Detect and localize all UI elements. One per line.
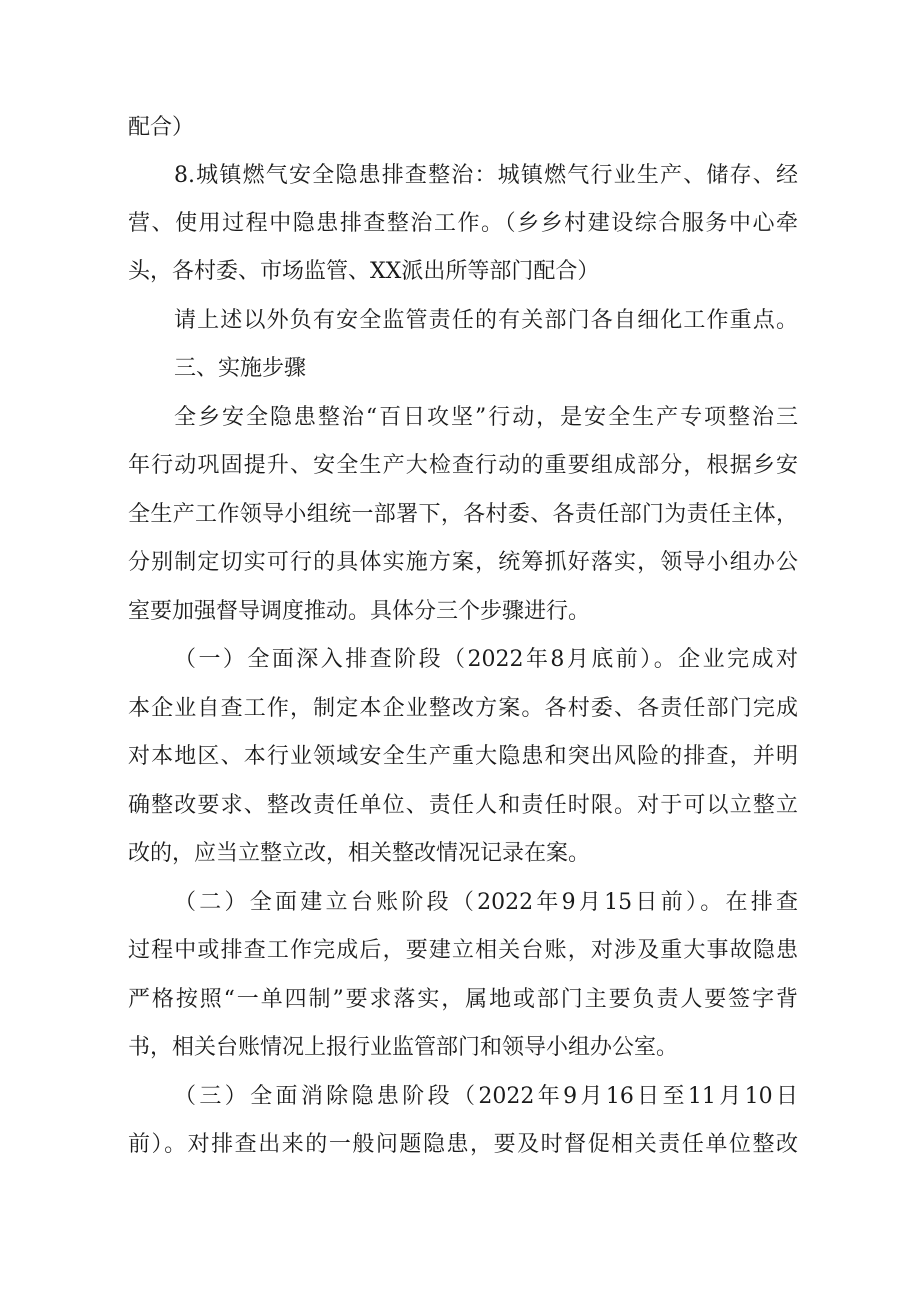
text-line: 确整改要求、整改责任单位、责任人和责任时限。对于可以立整立	[128, 793, 798, 818]
text-line: 前）。对排查出来的一般问题隐患，要及时督促相关责任单位整改	[128, 1132, 798, 1157]
text-line: 营、使用过程中隐患排查整治工作。（乡乡村建设综合服务中心牵	[128, 211, 798, 236]
step-1-heading: （一）全面深入排查阶段（2022年8月底前）。企业完成对	[174, 647, 798, 672]
section-heading-3: 三、实施步骤	[174, 356, 307, 381]
text-line: 严格按照“一单四制”要求落实，属地或部门主要负责人要签字背	[128, 987, 798, 1012]
step-2-heading: （二）全面建立台账阶段（2022年9月15日前）。在排查	[174, 890, 798, 915]
text-line: 全生产工作领导小组统一部署下，各村委、各责任部门为责任主体，	[128, 502, 798, 527]
text-line: 书，相关台账情况上报行业监管部门和领导小组办公室。	[128, 1035, 679, 1060]
text-line: 本企业自查工作，制定本企业整改方案。各村委、各责任部门完成	[128, 696, 798, 721]
text-line: 年行动巩固提升、安全生产大检查行动的重要组成部分，根据乡安	[128, 453, 798, 478]
text-line: 过程中或排查工作完成后，要建立相关台账，对涉及重大事故隐患	[128, 938, 798, 963]
text-line: 分别制定切实可行的具体实施方案，统筹抓好落实，领导小组办公	[128, 550, 798, 575]
text-line: 室要加强督导调度推动。具体分三个步骤进行。	[128, 599, 591, 624]
section-item-8: 8.城镇燃气安全隐患排查整治：城镇燃气行业生产、储存、经	[174, 163, 798, 188]
text-line: 头，各村委、市场监管、XX派出所等部门配合）	[128, 259, 600, 284]
step-3-heading: （三）全面消除隐患阶段（2022年9月16日至11月10日	[174, 1084, 798, 1109]
paragraph-start: 请上述以外负有安全监管责任的有关部门各自细化工作重点。	[174, 308, 798, 333]
text-line: 配合）	[128, 115, 195, 140]
text-line: 改的，应当立整立改，相关整改情况记录在案。	[128, 841, 591, 866]
paragraph-start: 全乡安全隐患整治“百日攻坚”行动，是安全生产专项整治三	[174, 405, 798, 430]
text-line: 对本地区、本行业领域安全生产重大隐患和突出风险的排查，并明	[128, 744, 798, 769]
